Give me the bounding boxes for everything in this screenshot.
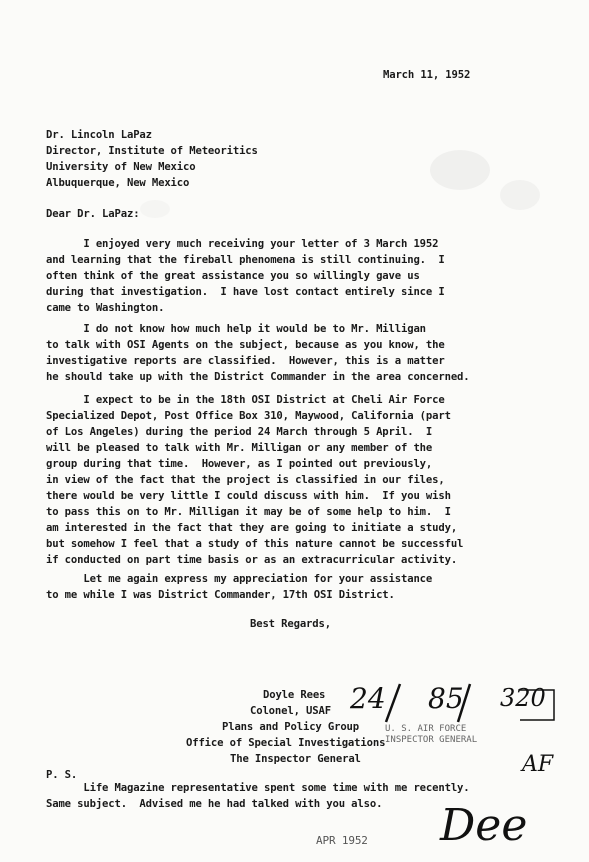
closing: Best Regards, [250, 618, 331, 630]
letter-date: March 11, 1952 [383, 69, 471, 81]
body-line: I enjoyed very much receiving your letter of 3 March 1952 [46, 238, 439, 250]
handwritten-initials: Dee [440, 800, 528, 851]
body-line: in view of the fact that the project is classified in our files, [46, 474, 445, 486]
file-number-1: 24 [350, 682, 386, 715]
body-line: and learning that the fireball phenomena is still continuing. I [46, 254, 445, 266]
signer-group: Plans and Policy Group [222, 721, 360, 733]
body-line: there would be very little I could discuss with him. If you wish [46, 490, 451, 502]
body-line: investigative reports are classified. However, this is a matter [46, 355, 445, 367]
signer-rank: Colonel, USAF [250, 705, 331, 717]
file-number-2: 85 [428, 682, 464, 715]
body-line: Specialized Depot, Post Office Box 310, Maywood, California (part [46, 410, 451, 422]
signer-department: The Inspector General [230, 753, 361, 765]
ps-line: Same subject. Advised me he had talked with you also. [46, 798, 383, 810]
body-line: of Los Angeles) during the period 24 March through 5 April. I [46, 426, 433, 438]
signer-office: Office of Special Investigations [186, 737, 386, 749]
addressee-line: Director, Institute of Meteoritics [46, 145, 258, 157]
body-line: will be pleased to talk with Mr. Milligan or any member of the [46, 442, 433, 454]
body-line: often think of the great assistance you so willingly gave us [46, 270, 420, 282]
body-line: came to Washington. [46, 302, 165, 314]
body-line: I expect to be in the 18th OSI District at Cheli Air Force [46, 394, 445, 406]
addressee-line: University of New Mexico [46, 161, 196, 173]
body-line: during that investigation. I have lost contact entirely since I [46, 286, 445, 298]
ps-label: P. S. [46, 769, 78, 781]
file-number-3: 320 [500, 684, 546, 712]
ps-line: Life Magazine representative spent some time with me recently. [46, 782, 470, 794]
body-line: he should take up with the District Commander in the area concerned. [46, 371, 470, 383]
body-line: but somehow I feel that a study of this nature cannot be successful [46, 538, 464, 550]
handwritten-mark: AF [522, 752, 554, 777]
addressee-line: Dr. Lincoln LaPaz [46, 129, 152, 141]
body-line: if conducted on part time basis or as an extracurricular activity. [46, 554, 458, 566]
body-line: am interested in the fact that they are going to initiate a study, [46, 522, 458, 534]
body-line: to me while I was District Commander, 17th OSI District. [46, 589, 395, 601]
body-line: group during that time. However, as I pointed out previously, [46, 458, 433, 470]
signer-name: Doyle Rees [263, 689, 326, 701]
agency-stamp [385, 724, 477, 746]
stamp-line: U. S. AIR FORCE [385, 724, 467, 734]
addressee-line: Albuquerque, New Mexico [46, 177, 190, 189]
stamp-line: INSPECTOR GENERAL [385, 735, 478, 745]
salutation: Dear Dr. LaPaz: [46, 208, 140, 220]
received-stamp: APR 1952 [316, 834, 368, 847]
body-line: to pass this on to Mr. Milligan it may be of some help to him. I [46, 506, 451, 518]
body-line: I do not know how much help it would be to Mr. Milligan [46, 323, 426, 335]
body-line: to talk with OSI Agents on the subject, because as you know, the [46, 339, 445, 351]
body-line: Let me again express my appreciation for your assistance [46, 573, 433, 585]
